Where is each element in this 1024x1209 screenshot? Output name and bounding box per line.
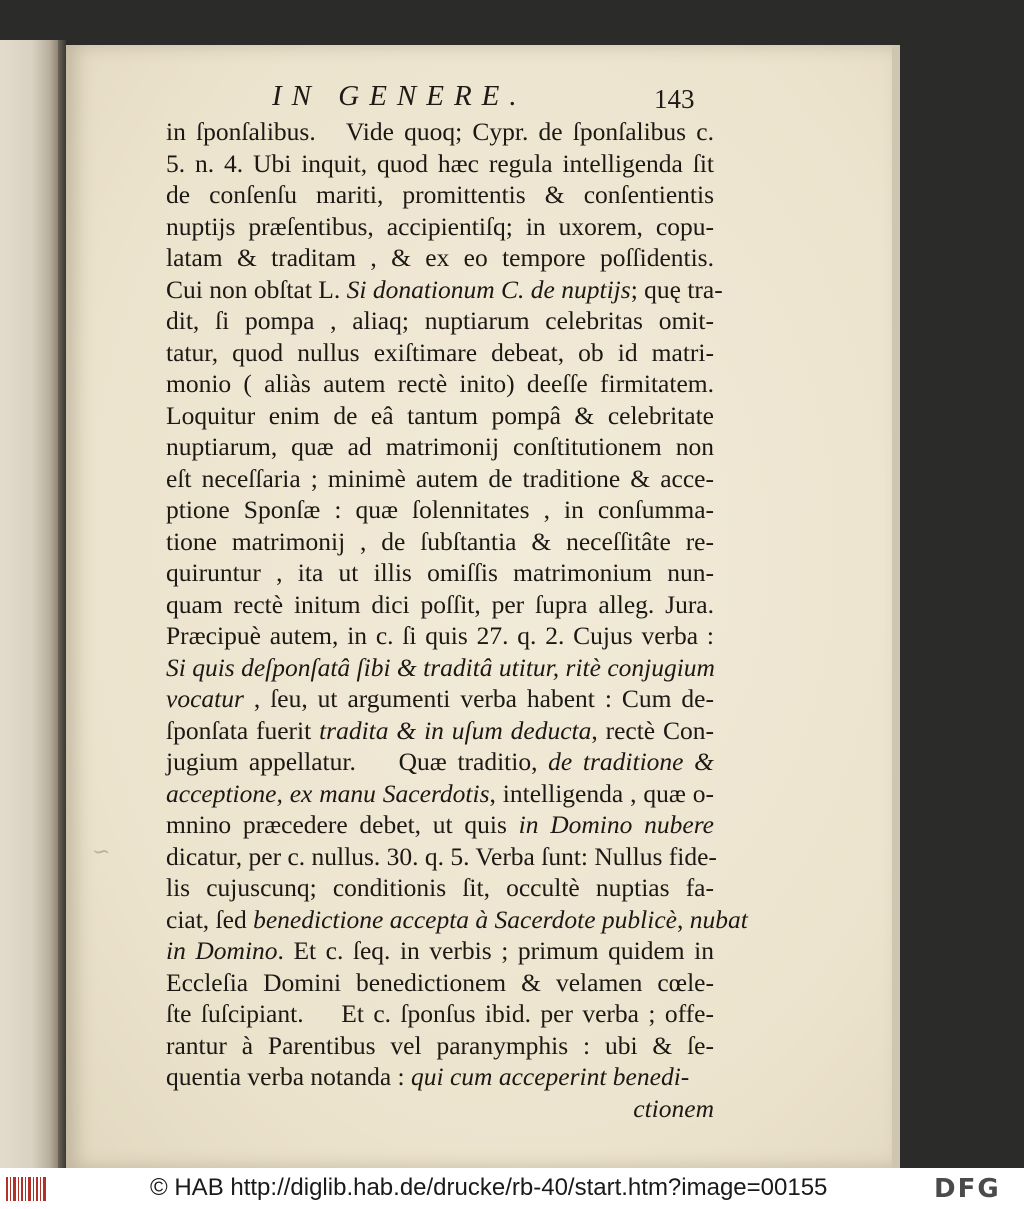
text-line: Si quis deſponſatâ ſibi & traditâ utitur, ritè conjugium xyxy=(166,652,715,682)
text-line: 5. n. 4. Ubi inquit, quod hæc regula intelligenda ſit xyxy=(166,148,714,178)
page-fore-edge xyxy=(892,45,900,1168)
text-line: ctionem xyxy=(633,1093,714,1123)
text-line: ptione Sponſæ : quæ ſolennitates , in conſumma- xyxy=(166,495,714,524)
text-line: eſt neceſſaria ; minimè autem de traditione & acce- xyxy=(166,463,714,493)
facing-page-edge xyxy=(0,40,58,1168)
text-line: ſte ſuſcipiant. Et c. ſponſus ibid. per verba ; offe- xyxy=(166,999,714,1028)
body-text xyxy=(166,116,748,1124)
text-line: in Domino. Et c. ſeq. in verbis ; primum quidem in xyxy=(166,936,714,965)
running-head: IN GENERE. xyxy=(272,80,527,112)
page-header xyxy=(272,78,712,118)
text-line: ciat, ſed benedictione accepta à Sacerdote publicè, nubat xyxy=(166,904,748,934)
text-line: latam & traditam , & ex eo tempore poſſidentis. xyxy=(166,243,714,272)
dfg-logo: DFG xyxy=(934,1174,1001,1204)
text-line: tatur, quod nullus exiſtimare debeat, ob id matri- xyxy=(166,337,714,367)
text-line: jugium appellatur. Quæ traditio, de traditione & xyxy=(166,747,715,776)
text-line: quiruntur , ita ut illis omiſſis matrimonium nun- xyxy=(166,558,714,587)
page-gutter xyxy=(58,40,66,1168)
text-line: rantur à Parentibus vel paranymphis : ubi & ſe- xyxy=(166,1030,714,1060)
text-line: de conſenſu mariti, promittentis & conſentientis xyxy=(166,180,714,209)
text-line: mnino præcedere debet, ut quis in Domino nubere xyxy=(166,810,714,839)
text-line: in ſponſalibus. Vide quoq; Cypr. de ſponſalibus c. xyxy=(166,117,714,146)
text-line: Cui non obſtat L. Si donationum C. de nuptijs; quę tra- xyxy=(166,274,723,304)
text-line: lis cujuscunq; conditionis ſit, occultè nuptias fa- xyxy=(166,873,714,902)
text-line: nuptiarum, quæ ad matrimonij conſtitutionem non xyxy=(166,432,714,461)
show-through-mark: ~ xyxy=(92,840,111,865)
viewer-footer xyxy=(0,1168,1024,1209)
text-line: dicatur, per c. nullus. 30. q. 5. Verba ſunt: Nullus fide- xyxy=(166,841,717,871)
attribution-link[interactable]: © HAB http://diglib.hab.de/drucke/rb-40/start.htm?image=00155 xyxy=(150,1174,828,1201)
text-line: Loquitur enim de eâ tantum pompâ & celebritate xyxy=(166,400,714,430)
text-line: dit, ſi pompa , aliaq; nuptiarum celebritas omit- xyxy=(166,306,714,335)
text-line: ſponſata fuerit tradita & in uſum deducta, rectè Con- xyxy=(166,715,714,745)
barcode-icon xyxy=(6,1177,48,1201)
text-line: monio ( aliàs autem rectè inito) deeſſe firmitatem. xyxy=(166,369,714,398)
page-number: 143 xyxy=(654,84,695,114)
text-line: tione matrimonij , de ſubſtantia & neceſſitâte re- xyxy=(166,526,714,556)
text-line: Eccleſia Domini benedictionem & velamen cœle- xyxy=(166,967,714,997)
text-line: vocatur , ſeu, ut argumenti verba habent : Cum de- xyxy=(166,684,714,713)
text-line: quentia verba notanda : qui cum acceperint benedi- xyxy=(166,1062,690,1091)
text-line: quam rectè initum dici poſſit, per ſupra alleg. Jura. xyxy=(166,589,714,619)
text-line: acceptione, ex manu Sacerdotis, intelligenda , quæ o- xyxy=(166,778,714,808)
text-line: nuptijs præſentibus, accipientiſq; in uxorem, copu- xyxy=(166,211,714,241)
text-line: Præcipuè autem, in c. ſi quis 27. q. 2. Cujus verba : xyxy=(166,621,714,650)
